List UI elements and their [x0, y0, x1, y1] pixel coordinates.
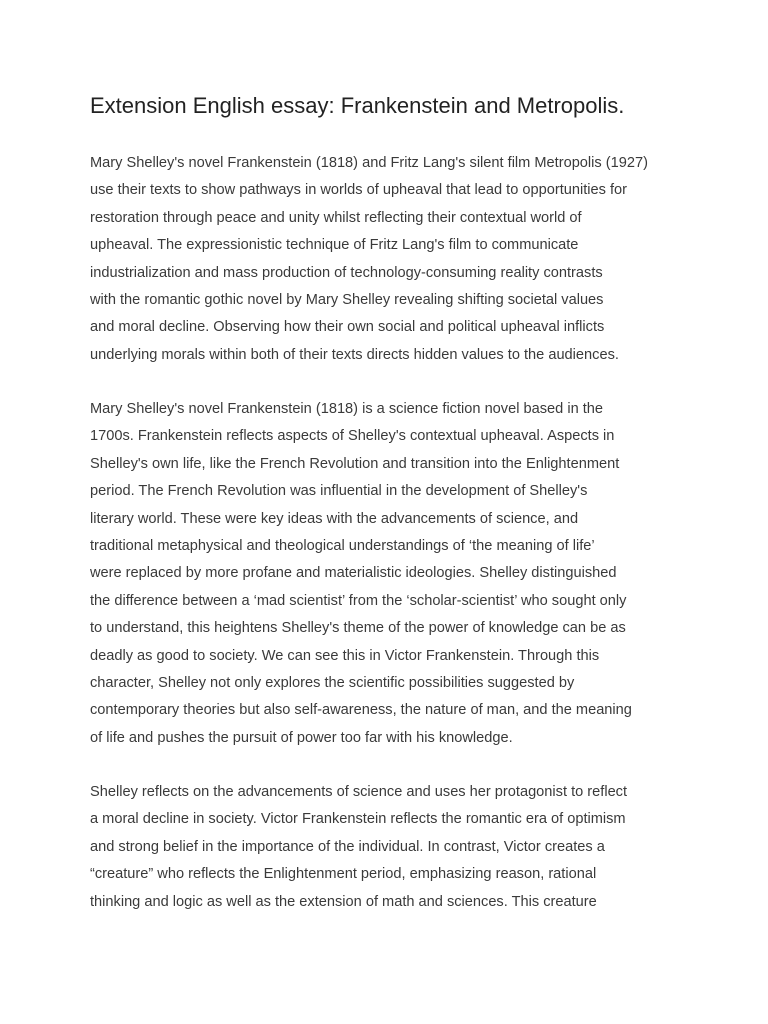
text-line: Mary Shelley's novel Frankenstein (1818) and Fritz Lang's silent film Metropolis (1927) — [90, 155, 648, 171]
paragraph-1 — [90, 150, 648, 369]
text-line: Mary Shelley's novel Frankenstein (1818) is a science fiction novel based in the — [90, 401, 604, 417]
text-line: of life and pushes the pursuit of power too far with his knowledge. — [90, 729, 513, 746]
text-line: and moral decline. Observing how their own social and political upheaval inflicts — [90, 319, 605, 336]
text-line: contemporary theories but also self-awareness, the nature of man, and the meaning — [90, 702, 632, 719]
text-line: use their texts to show pathways in worlds of upheaval that lead to opportunities for — [90, 182, 628, 199]
text-line: thinking and logic as well as the extension of math and sciences. This creature — [90, 893, 597, 910]
text-line: the difference between a ‘mad scientist’ from the ‘scholar-scientist’ who sought only — [90, 592, 627, 609]
text-line: to understand, this heightens Shelley's theme of the power of knowledge can be as — [90, 620, 626, 637]
text-line: traditional metaphysical and theological understandings of ‘the meaning of life’ — [90, 538, 595, 555]
text-line: and strong belief in the importance of the individual. In contrast, Victor creates a — [90, 838, 605, 855]
text-line: were replaced by more profane and materialistic ideologies. Shelley distinguished — [90, 565, 617, 582]
text-line: with the romantic gothic novel by Mary Shelley revealing shifting societal values — [90, 292, 604, 309]
text-line: upheaval. The expressionistic technique of Fritz Lang's film to communicate — [90, 237, 579, 254]
text-line: “creature” who reflects the Enlightenment period, emphasizing reason, rational — [90, 866, 597, 883]
text-line: Shelley's own life, like the French Revolution and transition into the Enlightenment — [90, 455, 620, 472]
text-line: restoration through peace and unity whilst reflecting their contextual world of — [90, 209, 582, 226]
text-line: a moral decline in society. Victor Frankenstein reflects the romantic era of optimism — [90, 811, 626, 828]
text-line: character, Shelley not only explores the scientific possibilities suggested by — [90, 675, 575, 692]
paragraph-3 — [90, 779, 627, 916]
text-line: underlying morals within both of their texts directs hidden values to the audiences. — [90, 346, 619, 363]
text-line: literary world. These were key ideas with the advancements of science, and — [90, 510, 579, 527]
text-line: industrialization and mass production of technology-consuming reality contrasts — [90, 264, 603, 281]
document-title: Extension English essay: Frankenstein and Metropolis. — [90, 93, 625, 118]
text-line: 1700s. Frankenstein reflects aspects of Shelley's contextual upheaval. Aspects in — [90, 428, 615, 445]
paragraph-2 — [90, 396, 632, 752]
text-line: period. The French Revolution was influential in the development of Shelley's — [90, 483, 588, 500]
text-line: deadly as good to society. We can see this in Victor Frankenstein. Through this — [90, 647, 600, 664]
text-line: Shelley reflects on the advancements of science and uses her protagonist to reflect — [90, 784, 628, 800]
